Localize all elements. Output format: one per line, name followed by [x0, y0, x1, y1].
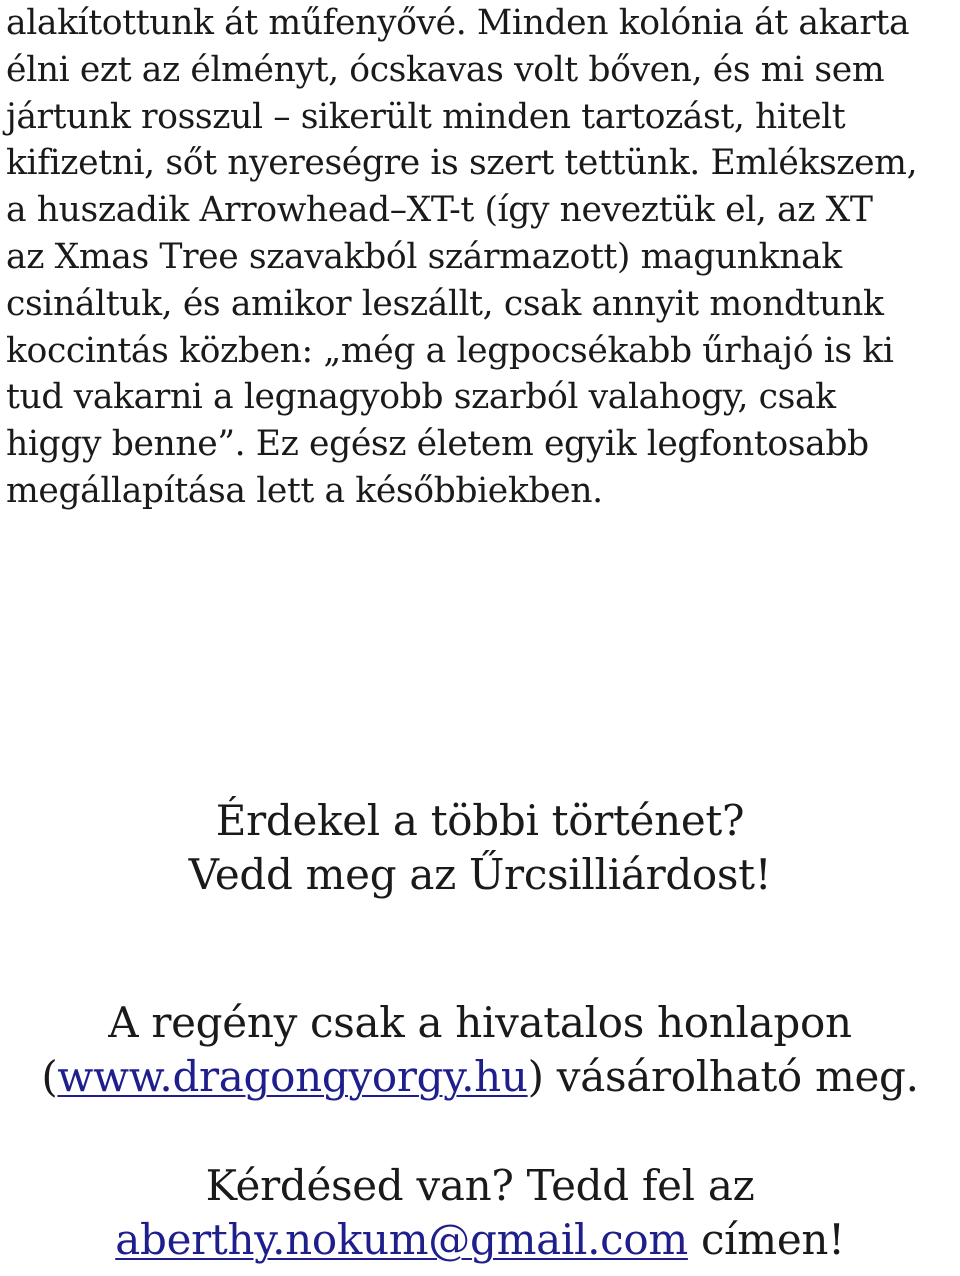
purchase-line-1: A regény csak a hivatalos honlapon — [108, 998, 852, 1047]
email-link[interactable]: aberthy.nokum@gmail.com — [115, 1215, 688, 1264]
story-line: tud vakarni a legnagyobb szarból valahogy, csak — [6, 377, 836, 418]
story-line: csináltuk, és amikor leszállt, csak annyit mondtunk — [6, 283, 884, 324]
story-line: az Xmas Tree szavakból származott) magunknak — [6, 236, 842, 277]
promo-question-block — [0, 794, 960, 902]
story-line: alakítottunk át műfenyővé. Minden kolónia át akarta — [6, 3, 910, 43]
story-line: megállapítása lett a későbbiekben. — [6, 470, 603, 511]
contact-line-2 — [0, 1213, 960, 1267]
purchase-info-block — [0, 996, 960, 1104]
story-line: higgy benne”. Ez egész életem egyik legfontosabb — [6, 424, 869, 465]
story-excerpt — [6, 0, 951, 515]
story-line: a huszadik Arrowhead–XT-t (így neveztük el, az XT — [6, 190, 873, 231]
story-line: jártunk rosszul – sikerült minden tartozást, hitelt — [6, 96, 846, 137]
website-link[interactable]: www.dragongyorgy.hu — [57, 1052, 528, 1101]
story-line: élni ezt az élményt, ócskavas volt bőven, és mi sem — [6, 49, 885, 90]
paren-open: ( — [41, 1052, 58, 1101]
promo-cta: Vedd meg az Űrcsilliárdost! — [188, 850, 772, 899]
contact-question: Kérdésed van? Tedd fel az — [205, 1161, 755, 1210]
purchase-line-2-rest: ) vásárolható meg. — [527, 1052, 919, 1101]
story-line: koccintás közben: „még a legpocsékabb űrhajó is ki — [6, 330, 894, 371]
purchase-line-2 — [0, 1050, 960, 1104]
contact-block — [0, 1159, 960, 1267]
contact-rest: címen! — [687, 1215, 845, 1264]
story-line: kifizetni, sőt nyereségre is szert tettünk. Emlékszem, — [6, 143, 918, 184]
promo-question: Érdekel a többi történet? — [215, 796, 745, 845]
